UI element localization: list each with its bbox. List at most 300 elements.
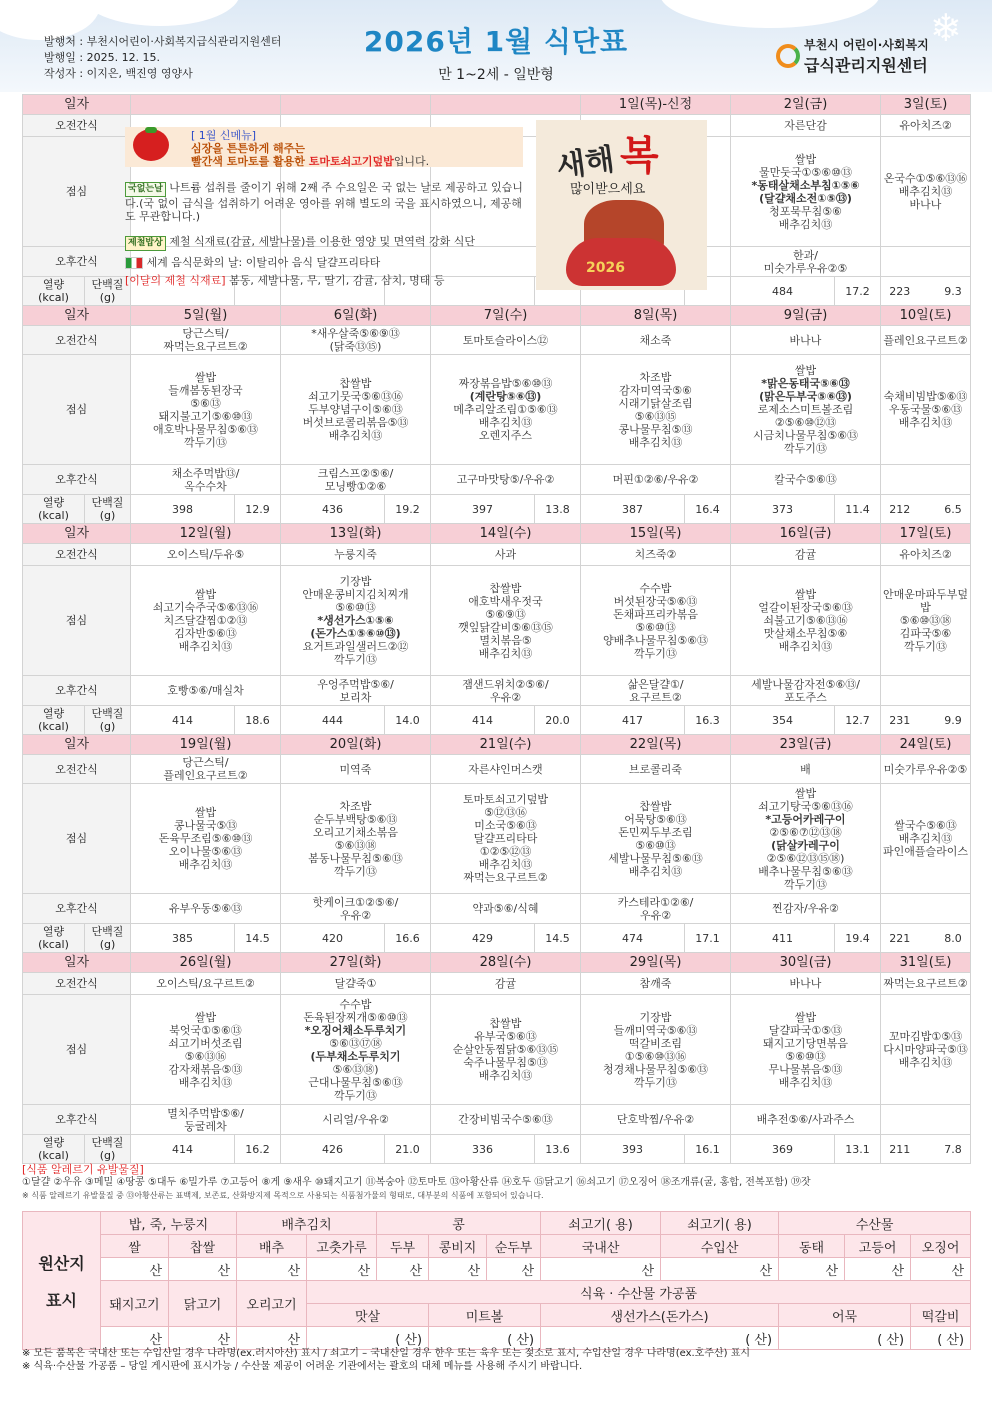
season-tag: 제철밥상 bbox=[125, 236, 166, 251]
snowflake-icon: ❄ bbox=[20, 8, 37, 32]
day-header: 2일(금) bbox=[731, 95, 881, 115]
lunch-item: 배추김치⑬ bbox=[478, 416, 533, 429]
lunch-row bbox=[23, 995, 971, 1105]
lunch-item: 유부국⑤⑥⑬ bbox=[474, 1030, 537, 1043]
lunch-item: ⑤⑥⑩⑬ bbox=[335, 601, 376, 614]
lunch-item: 돈채파프리카볶음 bbox=[612, 607, 698, 621]
origin-item: 쌀 bbox=[101, 1235, 169, 1258]
lunch-item: ⑤⑥⑩⑬ bbox=[635, 838, 676, 852]
day-header: 26일(월) bbox=[131, 953, 281, 973]
origin-value: 산 bbox=[541, 1258, 661, 1281]
am-snack: 누룽지죽 bbox=[281, 544, 431, 566]
lunch-item: 북엇국①⑤⑥⑬ bbox=[169, 1023, 242, 1037]
day-header: 21일(수) bbox=[431, 735, 581, 755]
prot-unit: (g) bbox=[99, 509, 116, 522]
protein-value: 19.2 bbox=[385, 495, 431, 524]
pm-snack: 배추전⑤⑥/사과주스 bbox=[731, 1105, 881, 1135]
lunch-cell bbox=[281, 784, 431, 894]
kcal-unit: (kcal) bbox=[38, 720, 69, 733]
pm-snack: 유부우동⑤⑥⑬ bbox=[131, 894, 281, 924]
lunch-item: 콩나물무침⑤⑬ bbox=[618, 422, 693, 436]
origin-item: 순두부 bbox=[487, 1235, 541, 1258]
lunch-item: 깍두기⑬ bbox=[334, 864, 377, 878]
lunch-item: 다시마양파국⑤⑬ bbox=[883, 1043, 968, 1056]
am-snack: 유아치즈② bbox=[881, 115, 971, 137]
group-beef-2: 쇠고기( 용) bbox=[661, 1212, 779, 1235]
day-label: 일자 bbox=[23, 524, 131, 544]
lunch-item: 버섯된장국⑤⑥⑬ bbox=[613, 594, 698, 608]
am-snack: 짜먹는요구르트② bbox=[881, 973, 971, 995]
kcal-text: 열량 bbox=[42, 278, 65, 291]
origin-processed-value: ( 산) bbox=[429, 1327, 541, 1350]
kcal-value: 426 bbox=[281, 1135, 385, 1164]
pm-snack: 채소주먹밥⑬/ 옥수수차 bbox=[131, 465, 281, 495]
day-label: 일자 bbox=[23, 735, 131, 755]
lunch-item: ⑤⑫⑬⑯ bbox=[484, 806, 527, 819]
lunch-item: 우동국물⑤⑥⑬ bbox=[888, 403, 963, 416]
card-text-newyear: 새해 bbox=[554, 142, 617, 185]
kcal-value: 414 bbox=[131, 706, 235, 735]
lunch-item: 배추김치⑬ bbox=[628, 435, 683, 449]
lunch-cell bbox=[581, 566, 731, 676]
am-label: 오전간식 bbox=[23, 755, 131, 784]
lunch-item: 버섯브로콜리볶음⑤⑬ bbox=[302, 416, 409, 429]
kcal-label bbox=[23, 706, 85, 735]
group-rice: 밥, 죽, 누룽지 bbox=[101, 1212, 237, 1235]
day-header: 28일(수) bbox=[431, 953, 581, 973]
protein-value: 12.9 bbox=[235, 495, 281, 524]
snowflake-icon: ❄ bbox=[930, 6, 962, 50]
kcal-value: 336 bbox=[431, 1135, 535, 1164]
prot-unit: (g) bbox=[99, 938, 116, 951]
protein-value: 8.0 bbox=[944, 931, 962, 945]
lunch-item: 양배추나물무침⑤⑥⑬ bbox=[602, 633, 709, 647]
lunch-item: 쇠고기탕국⑤⑥⑬⑯ bbox=[758, 799, 853, 813]
pm-snack: 잼샌드위치②⑤⑥/ 우유② bbox=[431, 676, 581, 706]
page-subtitle: 만 1~2세 - 일반형 bbox=[438, 67, 554, 83]
nutrition-row bbox=[23, 924, 971, 953]
protein-label bbox=[85, 277, 131, 306]
lunch-item: 시금치나물무침⑤⑥⑬ bbox=[752, 429, 859, 442]
lunch-item: 순살안동찜닭⑤⑥⑬⑮ bbox=[452, 1043, 559, 1056]
pm-snack bbox=[881, 1105, 971, 1135]
lunch-item: (두부채소두루치기 bbox=[310, 1049, 401, 1063]
nutrition-row bbox=[23, 495, 971, 524]
group-beef-1: 쇠고기( 용) bbox=[541, 1212, 661, 1235]
origin-value: 산 bbox=[101, 1258, 169, 1281]
protein-value: 6.5 bbox=[944, 502, 962, 516]
protein-value: 16.1 bbox=[685, 1135, 731, 1164]
lunch-item: 시래기닭살조림 bbox=[618, 396, 693, 410]
kcal-unit: (kcal) bbox=[38, 509, 69, 522]
lunch-item: 수수밥 bbox=[639, 581, 672, 595]
day-header: 12일(월) bbox=[131, 524, 281, 544]
kcal-value: 369 bbox=[731, 1135, 835, 1164]
month-notice bbox=[125, 274, 523, 287]
lunch-item: 배추김치⑬ bbox=[328, 429, 383, 442]
lunch-item: 찹쌀밥 bbox=[639, 799, 672, 813]
pm-snack: 칼국수⑤⑥⑬ bbox=[731, 465, 881, 495]
pm-snack: 삶은달걀①/ 요구르트② bbox=[581, 676, 731, 706]
pm-snack: 크림스프②⑤⑥/ 모닝빵①②⑥ bbox=[281, 465, 431, 495]
lunch-item: 배추김치⑬ bbox=[178, 640, 233, 653]
kcal-text: 열량 bbox=[42, 496, 65, 509]
am-snack: 사과 bbox=[431, 544, 581, 566]
am-snack: 자른단감 bbox=[731, 115, 881, 137]
am-snack: 당근스틱/ 짜먹는요구르트② bbox=[131, 326, 281, 355]
lunch-item: 깍두기⑬ bbox=[184, 435, 227, 449]
origin-title bbox=[23, 1212, 101, 1350]
lunch-item: 배추김치⑬ bbox=[898, 832, 953, 845]
lunch-item: 기장밥 bbox=[339, 575, 372, 588]
prot-unit: (g) bbox=[99, 720, 116, 733]
lunch-cell bbox=[731, 137, 881, 247]
day-header bbox=[131, 95, 281, 115]
kcal-value: 385 bbox=[131, 924, 235, 953]
am-snack: 오이스틱/두유⑤ bbox=[131, 544, 281, 566]
lunch-cell bbox=[581, 784, 731, 894]
day-header: 8일(목) bbox=[581, 306, 731, 326]
lunch-item: 쌀밥 bbox=[194, 588, 217, 601]
lunch-item: 깍두기⑬ bbox=[904, 640, 947, 653]
origin-item: 찹쌀 bbox=[169, 1235, 237, 1258]
day-label: 일자 bbox=[23, 306, 131, 326]
new-menu-text-c: 입니다. bbox=[393, 155, 430, 168]
lunch-item: 청경채나물무침⑤⑥⑬ bbox=[602, 1062, 709, 1076]
lunch-item: 치즈달걀찜①②⑬ bbox=[163, 614, 248, 627]
lunch-item: 바나나 bbox=[909, 198, 942, 211]
prot-text: 단백질 bbox=[91, 1136, 124, 1149]
am-snack-row bbox=[23, 326, 971, 355]
lunch-item: 차조밥 bbox=[339, 799, 372, 813]
kcal-value: 444 bbox=[281, 706, 385, 735]
protein-value: 13.8 bbox=[535, 495, 581, 524]
pm-snack: 카스테라①②⑥/ 우유② bbox=[581, 894, 731, 924]
notice-panel bbox=[125, 127, 523, 289]
origin-chicken: 닭고기 bbox=[169, 1281, 237, 1327]
pm-label: 오후간식 bbox=[23, 465, 131, 495]
lunch-cell bbox=[881, 995, 971, 1105]
am-snack: 유아치즈② bbox=[881, 544, 971, 566]
lunch-label: 점심 bbox=[23, 137, 131, 247]
kcal-text: 열량 bbox=[42, 707, 65, 720]
lunch-item: 달걀프리타타 bbox=[473, 832, 538, 845]
pm-snack-row bbox=[23, 676, 971, 706]
lunch-item: ⑤⑥⑬ bbox=[190, 396, 221, 410]
lunch-row bbox=[23, 355, 971, 465]
group-bean: 콩 bbox=[377, 1212, 541, 1235]
day-header bbox=[431, 95, 581, 115]
protein-value: 19.4 bbox=[835, 924, 881, 953]
lunch-label: 점심 bbox=[23, 355, 131, 465]
protein-value: 13.1 bbox=[835, 1135, 881, 1164]
kcal-value: 212 bbox=[889, 502, 911, 516]
lunch-item: 두부양념구이⑤⑥⑬ bbox=[308, 403, 403, 416]
kcal-value: 398 bbox=[131, 495, 235, 524]
am-label: 오전간식 bbox=[23, 326, 131, 355]
lunch-cell bbox=[131, 566, 281, 676]
origin-value: 산 bbox=[779, 1258, 845, 1281]
pm-snack: 핫케이크①②⑤⑥/ 우유② bbox=[281, 894, 431, 924]
nutrition-row bbox=[23, 706, 971, 735]
pm-snack: 우엉주먹밥⑤⑥/ 보리차 bbox=[281, 676, 431, 706]
am-snack: 바나나 bbox=[731, 973, 881, 995]
lunch-label: 점심 bbox=[23, 784, 131, 894]
origin-value: 산 bbox=[237, 1258, 307, 1281]
kcal-value: 223 bbox=[889, 284, 911, 298]
am-snack: 감귤 bbox=[431, 973, 581, 995]
lunch-item: 로제소스미트볼조림 bbox=[757, 403, 854, 416]
allergy-title: [식품 알레르기 유발물질] bbox=[22, 1163, 144, 1176]
lunch-item: 근대나물무침⑤⑥⑬ bbox=[308, 1075, 403, 1089]
day-header: 9일(금) bbox=[731, 306, 881, 326]
day-row bbox=[23, 95, 971, 115]
pm-snack bbox=[881, 676, 971, 706]
protein-value: 16.2 bbox=[235, 1135, 281, 1164]
kcal-label bbox=[23, 1135, 85, 1164]
day-header: 19일(월) bbox=[131, 735, 281, 755]
protein-label bbox=[85, 706, 131, 735]
lunch-item: ⑤⑥⑨⑬ bbox=[485, 607, 526, 621]
lunch-cell bbox=[881, 355, 971, 465]
protein-value: 16.4 bbox=[685, 495, 731, 524]
lunch-item: 배추김치⑬ bbox=[778, 217, 833, 231]
lunch-item: 쌀밥 bbox=[794, 364, 817, 377]
kcal-label bbox=[23, 495, 85, 524]
lunch-item: 배추김치⑬ bbox=[628, 864, 683, 878]
footer-note-2: ※ 식육·수산물 가공품 – 당일 게시판에 표시가능 / 수산물 제공이 어려운 기관에서는 괄호의 대체 메뉴를 사용해 주시기 바랍니다. bbox=[22, 1361, 583, 1372]
lunch-item: 봄동나물무침⑤⑥⑬ bbox=[308, 851, 403, 865]
kcal-value bbox=[881, 495, 971, 524]
kcal-value: 414 bbox=[131, 1135, 235, 1164]
origin-value: 산 bbox=[429, 1258, 487, 1281]
lunch-item: 배추김치⑬ bbox=[778, 1075, 833, 1089]
lunch-item: 기장밥 bbox=[639, 1010, 672, 1024]
lunch-item: 깍두기⑬ bbox=[784, 442, 827, 455]
protein-value: 13.6 bbox=[535, 1135, 581, 1164]
am-snack: 배 bbox=[731, 755, 881, 784]
lunch-item: 꼬마김밥①⑤⑬ bbox=[888, 1030, 963, 1043]
day-header: 24일(토) bbox=[881, 735, 971, 755]
lunch-item: 파인애플슬라이스 bbox=[883, 845, 969, 858]
lunch-item: 쌀밥 bbox=[794, 152, 817, 166]
lunch-item: 돈육된장찌개⑤⑥⑩⑬ bbox=[303, 1010, 408, 1024]
origin-title-2: 표시 bbox=[46, 1290, 77, 1310]
pm-snack: 머핀①②⑥/우유② bbox=[581, 465, 731, 495]
origin-value: 산 bbox=[169, 1327, 237, 1350]
lunch-item: 수수밥 bbox=[339, 997, 372, 1011]
day-header: 31일(토) bbox=[881, 953, 971, 973]
lunch-item: *맑은동태국⑤⑥⑬ bbox=[761, 377, 850, 390]
lunch-item: 감자미역국⑤⑥ bbox=[619, 383, 692, 397]
lunch-item: 쇠고기숙주국⑤⑥⑬⑯ bbox=[152, 601, 259, 614]
protein-value: 9.3 bbox=[944, 284, 962, 298]
publisher: 발행처 : 부천시어린이·사회복지급식관리지원센터 bbox=[44, 35, 282, 48]
kcal-value: 484 bbox=[731, 277, 835, 306]
origin-value: 산 bbox=[101, 1327, 169, 1350]
pm-snack bbox=[881, 894, 971, 924]
am-snack: 브로콜리죽 bbox=[581, 755, 731, 784]
day-header: 5일(월) bbox=[131, 306, 281, 326]
kcal-value: 429 bbox=[431, 924, 535, 953]
season-notice bbox=[125, 235, 523, 251]
lunch-item: 쌀밥 bbox=[794, 786, 817, 800]
origin-item: 고등어 bbox=[845, 1235, 911, 1258]
new-menu-highlight: 토마토쇠고기덮밥 bbox=[308, 155, 394, 168]
day-header: 22일(목) bbox=[581, 735, 731, 755]
kcal-value: 397 bbox=[431, 495, 535, 524]
lunch-item: ①②⑤⑫⑬ bbox=[479, 845, 532, 858]
world-text: 세계 음식문화의 날: 이탈리아 음식 달걀프리타타 bbox=[146, 256, 381, 269]
lunch-item: 쌀밥 bbox=[194, 806, 217, 819]
lunch-item: 애호박새우젓국 bbox=[468, 594, 543, 608]
org-name-1: 부천시 어린이·사회복지 bbox=[804, 38, 929, 52]
lunch-cell bbox=[281, 355, 431, 465]
lunch-item: 안매운콩비지김치찌개 bbox=[302, 588, 409, 601]
origin-processed-item: 맛살 bbox=[307, 1304, 429, 1327]
origin-value: 산 bbox=[169, 1258, 237, 1281]
footer-notes bbox=[22, 1347, 970, 1373]
lunch-item: 무나물볶음⑤⑬ bbox=[768, 1062, 843, 1076]
new-menu-text: 심장을 튼튼하게 해주는 bbox=[191, 142, 305, 155]
lunch-item: ⑤⑥⑬⑰⑱ bbox=[329, 1036, 382, 1050]
lunch-item: *생선가스①⑤⑥ bbox=[317, 614, 394, 627]
day-header: 15일(목) bbox=[581, 524, 731, 544]
origin-item: 오징어 bbox=[911, 1235, 971, 1258]
lunch-item: 깍두기⑬ bbox=[634, 1075, 677, 1089]
lunch-item: 쇠고기버섯조림 bbox=[168, 1036, 243, 1050]
lunch-item: 배추김치⑬ bbox=[898, 416, 953, 429]
logo-icon bbox=[776, 44, 800, 68]
lunch-cell bbox=[731, 566, 881, 676]
lunch-label: 점심 bbox=[23, 995, 131, 1105]
kcal-unit: (kcal) bbox=[38, 1149, 69, 1162]
kcal-value: 474 bbox=[581, 924, 685, 953]
kcal-value bbox=[881, 706, 971, 735]
lunch-item: ⑤⑥⑬⑮ bbox=[634, 409, 677, 423]
lunch-label: 점심 bbox=[23, 566, 131, 676]
lunch-item: 찹쌀밥 bbox=[489, 581, 522, 595]
protein-value: 14.5 bbox=[535, 924, 581, 953]
lunch-item: 물만둣국①⑤⑥⑩⑬ bbox=[759, 165, 852, 179]
world-notice bbox=[125, 256, 523, 269]
kcal-text: 열량 bbox=[42, 925, 65, 938]
day-header: 14일(수) bbox=[431, 524, 581, 544]
lunch-item: 들깨봄동된장국 bbox=[168, 383, 243, 397]
origin-item: 배추 bbox=[237, 1235, 307, 1258]
lunch-item: 차조밥 bbox=[639, 370, 672, 384]
prot-text: 단백질 bbox=[91, 496, 124, 509]
lunch-item: 청포묵무침⑤⑥ bbox=[769, 204, 842, 218]
am-snack-row bbox=[23, 544, 971, 566]
pm-snack: 단호박찜/우유② bbox=[581, 1105, 731, 1135]
kcal-value: 387 bbox=[581, 495, 685, 524]
lunch-item: (맑은두부국⑤⑥⑬) bbox=[759, 390, 852, 403]
lunch-item: 짜장볶음밥⑤⑥⑩⑬ bbox=[458, 377, 553, 390]
kcal-value: 411 bbox=[731, 924, 835, 953]
pm-label: 오후간식 bbox=[23, 894, 131, 924]
lunch-cell bbox=[881, 137, 971, 247]
protein-value: 16.6 bbox=[385, 924, 431, 953]
origin-processed-value: ( 산) bbox=[911, 1327, 971, 1350]
pm-snack bbox=[881, 247, 971, 277]
month-items: 봄동, 세발나물, 무, 딸기, 감귤, 삼치, 명태 등 bbox=[225, 274, 445, 287]
am-snack: 감귤 bbox=[731, 544, 881, 566]
kcal-value bbox=[881, 924, 971, 953]
origin-value: 산 bbox=[307, 1258, 377, 1281]
month-title: [이달의 제철 식재료] bbox=[125, 274, 226, 287]
origin-item: 콩비지 bbox=[429, 1235, 487, 1258]
origin-pork: 돼지고기 bbox=[101, 1281, 169, 1327]
day-header: 1일(목)-신정 bbox=[581, 95, 731, 115]
lunch-item: 멸치볶음⑤ bbox=[479, 633, 532, 647]
group-kimchi: 배추김치 bbox=[237, 1212, 377, 1235]
new-menu-title: [ 1월 신메뉴] bbox=[191, 129, 257, 142]
lunch-item: ②⑤⑥⑦⑫⑬⑱ bbox=[769, 825, 842, 839]
origin-value: 산 bbox=[845, 1258, 911, 1281]
lunch-item: 순두부백탕⑤⑥⑬ bbox=[313, 812, 398, 826]
protein-value: 16.3 bbox=[685, 706, 731, 735]
day-header: 10일(토) bbox=[881, 306, 971, 326]
pm-label: 오후간식 bbox=[23, 1105, 131, 1135]
allergy-list: ①달걀 ②우유 ③메밀 ④땅콩 ⑤대두 ⑥밀가루 ⑦고등어 ⑧게 ⑨새우 ⑩돼지고기 ⑪복숭아 ⑫토마토 ⑬아황산류 ⑭호두 ⑮닭고기 ⑯쇠고기 ⑰오징어 ⑱조개류(굴, 홍합, 전복포함) ⑲잣 bbox=[22, 1177, 811, 1188]
lunch-item: 쌀밥 bbox=[194, 370, 217, 384]
protein-value: 11.4 bbox=[835, 495, 881, 524]
kcal-value: 221 bbox=[889, 931, 911, 945]
day-header bbox=[281, 95, 431, 115]
lunch-item: *고등어카레구이 bbox=[765, 812, 846, 826]
pm-snack: 약과⑤⑥/식혜 bbox=[431, 894, 581, 924]
pm-snack: 찐감자/우유② bbox=[731, 894, 881, 924]
new-year-card bbox=[536, 120, 707, 290]
origin-processed-item: 생선가스(돈가스) bbox=[541, 1304, 779, 1327]
new-menu-text-a: 빨간색 토마토를 활용한 bbox=[191, 155, 309, 168]
kcal-label bbox=[23, 924, 85, 953]
lunch-item: (닭살카레구이 bbox=[771, 838, 840, 852]
tomato-icon bbox=[133, 129, 169, 161]
protein-label bbox=[85, 495, 131, 524]
lunch-cell bbox=[431, 355, 581, 465]
card-text-wish: 많이받으세요 bbox=[570, 182, 646, 197]
protein-value: 20.0 bbox=[535, 706, 581, 735]
origin-processed-item: 미트볼 bbox=[429, 1304, 541, 1327]
protein-value: 7.8 bbox=[944, 1142, 962, 1156]
kcal-value: 414 bbox=[431, 706, 535, 735]
day-header: 27일(화) bbox=[281, 953, 431, 973]
lunch-item: 김자반⑤⑥⑬ bbox=[174, 627, 237, 640]
day-header: 23일(금) bbox=[731, 735, 881, 755]
lunch-item: 쌀국수⑤⑥⑬ bbox=[894, 819, 957, 832]
lunch-item: 요거트과일샐러드②⑫ bbox=[302, 640, 409, 653]
lunch-cell bbox=[581, 355, 731, 465]
lunch-item: 배추김치⑬ bbox=[898, 185, 953, 198]
lunch-item: ①⑤⑥⑩⑬⑯ bbox=[624, 1049, 687, 1063]
lunch-item: 콩나물국⑤⑬ bbox=[173, 819, 238, 832]
pm-snack: 간장비빔국수⑤⑥⑬ bbox=[431, 1105, 581, 1135]
org-logo bbox=[776, 36, 976, 76]
lunch-item: 감자채볶음⑤⑬ bbox=[168, 1062, 243, 1076]
origin-processed-item: 떡갈비 bbox=[911, 1304, 971, 1327]
lunch-item: 얼갈이된장국⑤⑥⑬ bbox=[758, 601, 853, 614]
am-label: 오전간식 bbox=[23, 973, 131, 995]
no-soup-tag: 국없는날 bbox=[125, 182, 166, 197]
day-header: 29일(목) bbox=[581, 953, 731, 973]
nutrition-row bbox=[23, 1135, 971, 1164]
protein-value: 14.5 bbox=[235, 924, 281, 953]
lunch-item: 돼지고기당면볶음 bbox=[762, 1036, 848, 1050]
lunch-item: (달걀채소전①⑤⑬) bbox=[759, 191, 852, 205]
am-label: 오전간식 bbox=[23, 544, 131, 566]
